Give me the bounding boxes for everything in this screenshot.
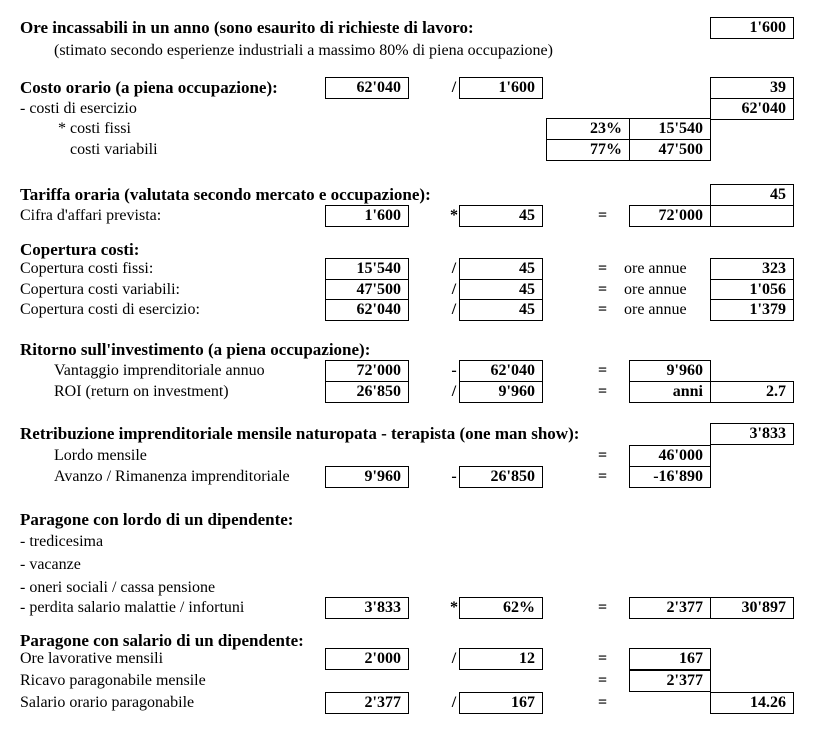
roi-anni-cell[interactable]: anni xyxy=(629,381,711,403)
copertura-esercizio-operator: / xyxy=(451,301,457,318)
salario-orario-operator: / xyxy=(451,694,457,711)
row-ritorno-header xyxy=(0,339,816,361)
salario-orario-result-cell[interactable]: 14.26 xyxy=(710,692,794,714)
row-ricavo-paragonabile xyxy=(0,670,816,692)
row-vacanze xyxy=(0,554,816,576)
roi-operator: / xyxy=(451,382,457,400)
perdita-salario-equals: = xyxy=(598,599,608,616)
salario-orario-label: Salario orario paragonabile xyxy=(20,694,195,711)
avanzo-operator: - xyxy=(451,468,457,485)
paragone-salario-header: Paragone con salario di un dipendente: xyxy=(20,631,304,650)
costo-orario-op2-cell[interactable]: 1'600 xyxy=(459,77,543,99)
ore-incassabili-value-cell[interactable]: 1'600 xyxy=(710,17,794,39)
ritorno-header: Ritorno sull'investimento (a piena occupazione): xyxy=(20,340,371,359)
copertura-fissi-result-cell[interactable]: 323 xyxy=(710,258,794,280)
ricavo-paragonabile-label: Ricavo paragonabile mensile xyxy=(20,671,206,689)
roi-op1-cell[interactable]: 26'850 xyxy=(325,381,409,403)
lordo-mensile-equals: = xyxy=(598,446,608,464)
cifra-affari-equals: = xyxy=(598,206,608,224)
perdita-salario-op2-cell[interactable]: 62% xyxy=(459,597,543,619)
copertura-fissi-unit: ore annue xyxy=(624,260,687,277)
roi-equals: = xyxy=(598,382,608,400)
costi-variabili-value-cell[interactable]: 47'500 xyxy=(629,139,711,161)
ore-lavorative-operator: / xyxy=(451,650,457,667)
perdita-salario-label: - perdita salario malattie / infortuni xyxy=(20,599,245,616)
costo-orario-result-cell[interactable]: 39 xyxy=(710,77,794,99)
cifra-affari-op2-cell[interactable]: 45 xyxy=(459,205,543,227)
cifra-affari-result-cell[interactable]: 72'000 xyxy=(629,205,711,227)
cifra-affari-op1-cell[interactable]: 1'600 xyxy=(325,205,409,227)
perdita-salario-op1-cell[interactable]: 3'833 xyxy=(325,597,409,619)
cifra-affari-operator: * xyxy=(450,206,458,224)
perdita-salario-annual-cell[interactable]: 30'897 xyxy=(710,597,794,619)
cifra-affari-extra-cell[interactable] xyxy=(710,205,794,227)
ricavo-paragonabile-result-cell[interactable]: 2'377 xyxy=(629,670,711,692)
avanzo-equals: = xyxy=(598,468,608,485)
copertura-variabili-op1-cell[interactable]: 47'500 xyxy=(325,279,409,301)
roi-label: ROI (return on investment) xyxy=(54,382,229,400)
copertura-variabili-op2-cell[interactable]: 45 xyxy=(459,279,543,301)
row-avanzo xyxy=(0,466,816,488)
row-ore-incassabili xyxy=(0,17,816,39)
row-oneri-sociali xyxy=(0,577,816,599)
vantaggio-label: Vantaggio imprenditoriale annuo xyxy=(54,362,265,379)
copertura-variabili-result-cell[interactable]: 1'056 xyxy=(710,279,794,301)
roi-value-cell[interactable]: 2.7 xyxy=(710,381,794,403)
avanzo-op1-cell[interactable]: 9'960 xyxy=(325,466,409,488)
ore-incassabili-note: (stimato secondo esperienze industriali a massimo 80% di piena occupazione) xyxy=(54,42,553,59)
tariffa-oraria-header: Tariffa oraria (valutata secondo mercato e occupazione): xyxy=(20,185,431,204)
tredicesima-label: - tredicesima xyxy=(20,533,104,550)
paragone-lordo-header: Paragone con lordo di un dipendente: xyxy=(20,510,294,529)
copertura-variabili-equals: = xyxy=(598,280,608,298)
row-costi-esercizio xyxy=(0,98,816,120)
copertura-esercizio-op2-cell[interactable]: 45 xyxy=(459,299,543,321)
costo-orario-op1-cell[interactable]: 62'040 xyxy=(325,77,409,99)
vantaggio-equals: = xyxy=(598,362,608,379)
row-copertura-fissi xyxy=(0,258,816,280)
lordo-mensile-result-cell[interactable]: 46'000 xyxy=(629,445,711,467)
row-salario-orario xyxy=(0,692,816,714)
salario-orario-op2-cell[interactable]: 167 xyxy=(459,692,543,714)
row-cifra-affari xyxy=(0,205,816,227)
vacanze-label: - vacanze xyxy=(20,556,81,573)
costi-fissi-pct-cell[interactable]: 23% xyxy=(546,118,630,140)
ore-lavorative-equals: = xyxy=(598,650,608,667)
row-perdita-salario xyxy=(0,597,816,619)
costi-variabili-label: costi variabili xyxy=(70,140,158,158)
row-copertura-esercizio xyxy=(0,299,816,321)
ore-lavorative-op2-cell[interactable]: 12 xyxy=(459,648,543,670)
salario-orario-equals: = xyxy=(598,694,608,711)
row-costo-orario xyxy=(0,77,816,99)
vantaggio-result-cell[interactable]: 9'960 xyxy=(629,360,711,382)
copertura-esercizio-equals: = xyxy=(598,301,608,318)
copertura-esercizio-unit: ore annue xyxy=(624,301,687,318)
vantaggio-operator: - xyxy=(451,362,457,379)
costi-variabili-pct-cell[interactable]: 77% xyxy=(546,139,630,161)
row-roi xyxy=(0,381,816,403)
costi-esercizio-value-cell[interactable]: 62'040 xyxy=(710,98,794,120)
lordo-mensile-label: Lordo mensile xyxy=(54,446,147,464)
ore-incassabili-header: Ore incassabili in un anno (sono esaurito di richieste di lavoro: xyxy=(20,18,474,37)
row-tredicesima xyxy=(0,531,816,553)
avanzo-result-cell[interactable]: -16'890 xyxy=(629,466,711,488)
perdita-salario-result-cell[interactable]: 2'377 xyxy=(629,597,711,619)
copertura-esercizio-label: Copertura costi di esercizio: xyxy=(20,301,200,318)
retribuzione-header: Retribuzione imprenditoriale mensile naturopata - terapista (one man show): xyxy=(20,424,580,443)
row-copertura-variabili xyxy=(0,279,816,301)
row-costi-variabili xyxy=(0,139,816,161)
row-vantaggio xyxy=(0,360,816,382)
copertura-variabili-unit: ore annue xyxy=(624,280,687,298)
cifra-affari-label: Cifra d'affari prevista: xyxy=(20,206,162,224)
copertura-esercizio-result-cell[interactable]: 1'379 xyxy=(710,299,794,321)
ore-lavorative-label: Ore lavorative mensili xyxy=(20,650,164,667)
copertura-esercizio-op1-cell[interactable]: 62'040 xyxy=(325,299,409,321)
perdita-salario-operator: * xyxy=(450,599,458,616)
row-costi-fissi xyxy=(0,118,816,140)
ore-lavorative-result-cell[interactable]: 167 xyxy=(629,648,711,670)
copertura-variabili-operator: / xyxy=(451,280,457,298)
row-tariffa-oraria xyxy=(0,184,816,206)
avanzo-op2-cell[interactable]: 26'850 xyxy=(459,466,543,488)
costi-esercizio-label: - costi di esercizio xyxy=(20,99,137,117)
costo-orario-operator: / xyxy=(451,79,457,96)
row-lordo-mensile xyxy=(0,445,816,467)
row-retribuzione-header xyxy=(0,423,816,445)
copertura-fissi-equals: = xyxy=(598,260,608,277)
costi-fissi-value-cell[interactable]: 15'540 xyxy=(629,118,711,140)
copertura-variabili-label: Copertura costi variabili: xyxy=(20,280,180,298)
copertura-header: Copertura costi: xyxy=(20,240,140,259)
oneri-sociali-label: - oneri sociali / cassa pensione xyxy=(20,579,216,596)
retribuzione-value-cell[interactable]: 3'833 xyxy=(710,423,794,445)
vantaggio-op2-cell[interactable]: 62'040 xyxy=(459,360,543,382)
costo-orario-header: Costo orario (a piena occupazione): xyxy=(20,78,278,97)
ore-lavorative-op1-cell[interactable]: 2'000 xyxy=(325,648,409,670)
tariffa-oraria-rate-cell[interactable]: 45 xyxy=(710,184,794,206)
row-ore-incassabili-note xyxy=(0,40,816,62)
roi-op2-cell[interactable]: 9'960 xyxy=(459,381,543,403)
copertura-fissi-op1-cell[interactable]: 15'540 xyxy=(325,258,409,280)
avanzo-label: Avanzo / Rimanenza imprenditoriale xyxy=(54,468,290,485)
vantaggio-op1-cell[interactable]: 72'000 xyxy=(325,360,409,382)
row-ore-lavorative xyxy=(0,648,816,670)
copertura-fissi-label: Copertura costi fissi: xyxy=(20,260,154,277)
salario-orario-op1-cell[interactable]: 2'377 xyxy=(325,692,409,714)
costi-fissi-label: * costi fissi xyxy=(58,120,131,137)
copertura-fissi-operator: / xyxy=(451,260,457,277)
copertura-fissi-op2-cell[interactable]: 45 xyxy=(459,258,543,280)
ricavo-paragonabile-equals: = xyxy=(598,671,608,689)
row-paragone-lordo-header xyxy=(0,509,816,531)
